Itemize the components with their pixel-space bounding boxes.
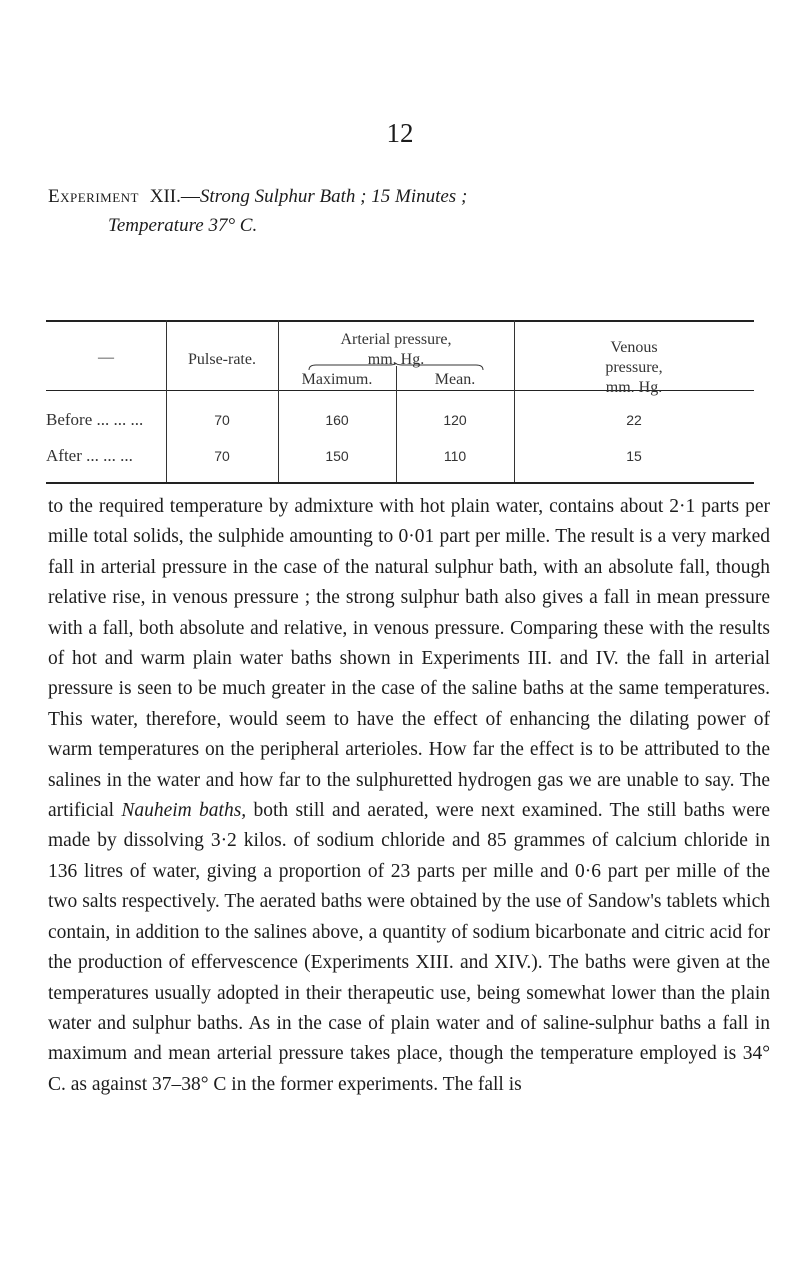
pulse-rate-header: Pulse-rate. [188,351,256,368]
before-maximum: 160 [325,412,349,428]
page-number: 12 [386,118,414,148]
mean-header: Mean. [434,371,476,388]
arterial-header-line1: Arterial pressure, [340,331,452,348]
after-pulse: 70 [214,448,230,464]
results-table [46,320,754,465]
after-maximum: 150 [325,448,349,464]
body-paragraph [48,492,770,1100]
table-bottom-rule [46,482,754,484]
after-venous: 15 [626,448,642,464]
experiment-number: XII. [149,186,181,207]
before-venous: 22 [626,412,642,428]
before-mean: 120 [443,412,467,428]
stub-header: — [98,349,114,366]
paragraph-part-2: both still and aerated, were next examined. The still baths were made by dissolving 3·2 kilos. of sodium chloride and 85 grammes of calcium chloride in 136 litres of water, giving a proportion of 23 parts per mille and 0·6 part per mille of the two salts respectively. The aerated baths were obtained by the use of Sandow's tablets which contain, in addition to the salines above, a quantity of sodium bicarbonate and citric acid for the production of effervescence (Experiments XIII. and XIV.). The baths were given at the temperatures usually adopted in their therapeutic use, being somewhat lower than the plain water and sulphur baths. As in the case of plain water and of saline-sulphur baths a fall in maximum and mean arterial pressure takes place, though the temperature employed is 34° C. as against 37–38° C in the former experiments. The fall is [48,800,771,1095]
experiment-subtitle: Temperature 37° C. [108,215,258,236]
paragraph-part-1: to the required temperature by admixture with hot plain water, contains about 2·1 parts per mille total solids, the sulphide amounting to 0·01 part per mille. The result is a very marked fall in arterial pressure in the case of the natural sulphur bath, with an absolute fall, though relative rise, in venous pressure ; the strong sulphur bath also gives a fall in mean pressure with a fall, both absolute and relative, in venous pressure. Comparing these with the results of hot and warm plain water baths shown in Experiments III. and IV. the fall in arterial pressure is seen to be much greater in the case of the saline baths at the same temperatures. This water, therefore, would seem to have the effect of enhancing the dilating power of warm temperatures on the peripheral arterioles. How far the effect is to be attributed to the salines in the water and how far to the sulphuretted hydrogen gas we are unable to say. The artificial [48,496,770,822]
row-label-before: Before ... ... ... [46,410,144,429]
row-label-after: After ... ... ... [46,446,133,465]
nauheim-baths-emphasis: Nauheim baths, [121,800,247,822]
experiment-label: Experiment [48,186,139,207]
experiment-title: Strong Sulphur Bath ; 15 Minutes ; [199,186,468,207]
after-mean: 110 [443,448,467,464]
experiment-heading [48,182,768,240]
before-pulse: 70 [214,412,230,428]
venous-header-line1: Venous [610,339,658,356]
venous-header [514,338,754,398]
heading-dash: — [180,186,200,207]
venous-header-line2: pressure, [605,359,663,376]
table-top-rule [46,320,754,322]
arterial-header-line2: mm. Hg. [367,351,425,368]
venous-header-line3: mm. Hg. [605,379,663,396]
maximum-header: Maximum. [301,371,373,388]
